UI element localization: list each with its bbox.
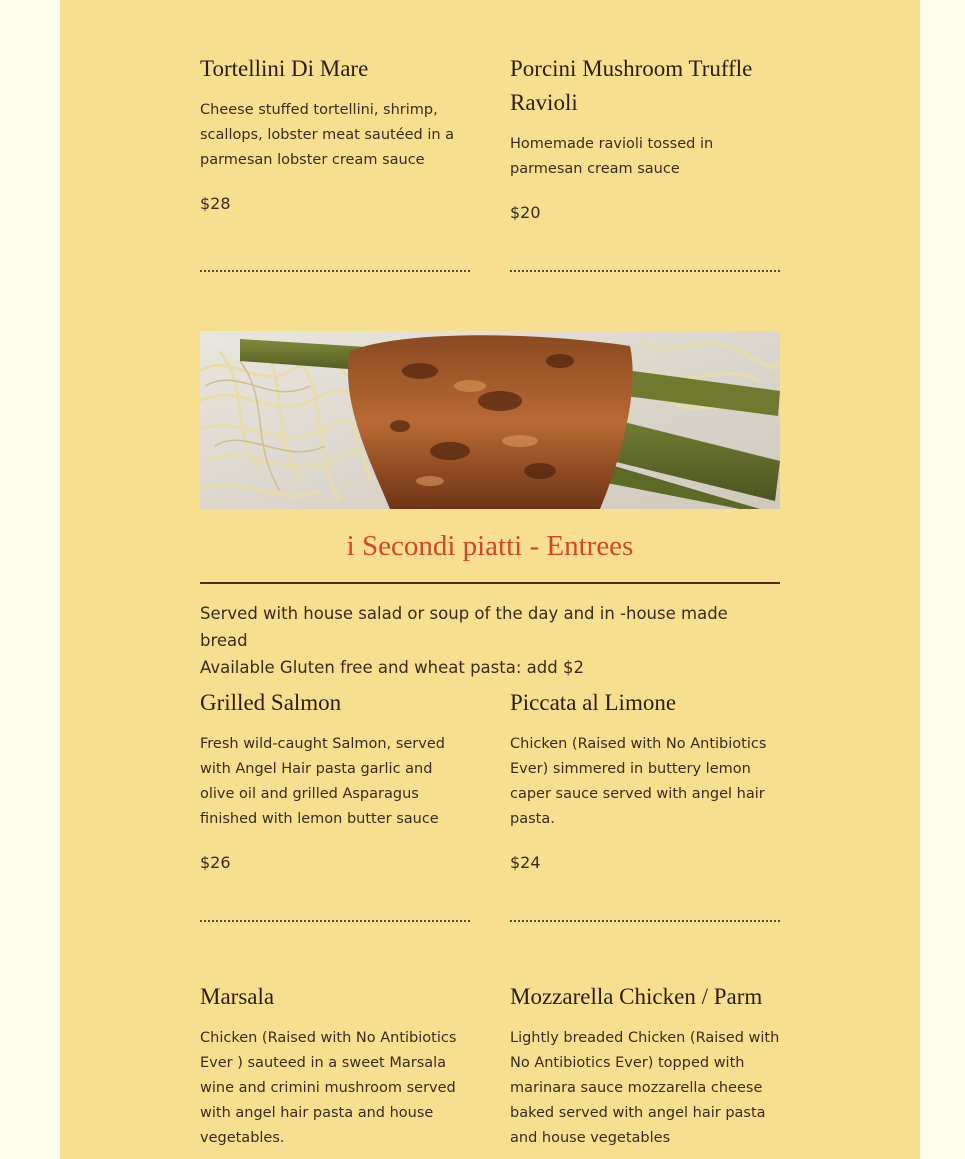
menu-item-mozzarella-chicken bbox=[510, 980, 780, 1151]
item-title: Tortellini Di Mare bbox=[200, 56, 369, 81]
item-price: $24 bbox=[510, 853, 541, 872]
item-price: $20 bbox=[510, 203, 541, 222]
dotted-divider bbox=[510, 270, 780, 274]
note-line: Available Gluten free and wheat pasta: add $2 bbox=[200, 658, 584, 677]
menu-item-piccata bbox=[510, 686, 780, 832]
item-price: $28 bbox=[200, 194, 231, 213]
item-description: Cheese stuffed tortellini, shrimp, scallops, lobster meat sautéed in a parmesan lobster cream sauce bbox=[200, 102, 455, 168]
item-description: Fresh wild-caught Salmon, served with Angel Hair pasta garlic and olive oil and grilled Asparagus finished with lemon butter sauce bbox=[200, 736, 445, 827]
menu-item-grilled-salmon bbox=[200, 686, 470, 832]
item-title: Mozzarella Chicken / Parm bbox=[510, 984, 763, 1009]
item-description: Chicken (Raised with No Antibiotics Ever) simmered in buttery lemon caper sauce served with angel hair pasta. bbox=[510, 736, 767, 827]
dotted-divider bbox=[200, 270, 470, 274]
menu-item-porcini-ravioli bbox=[510, 52, 780, 182]
item-title: Grilled Salmon bbox=[200, 690, 342, 715]
note-line: Served with house salad or soup of the day and in -house made bread bbox=[200, 604, 728, 650]
item-description: Lightly breaded Chicken (Raised with No Antibiotics Ever) topped with marinara sauce mozzarella cheese baked served with angel hair pasta and house vegetables bbox=[510, 1030, 780, 1146]
item-price: $26 bbox=[200, 853, 231, 872]
item-title: Porcini Mushroom Truffle Ravioli bbox=[510, 56, 753, 115]
section-title: i Secondi piatti - Entrees bbox=[346, 530, 634, 562]
item-title: Piccata al Limone bbox=[510, 690, 677, 715]
menu-item-tortellini bbox=[200, 52, 470, 173]
dotted-divider bbox=[200, 920, 470, 924]
item-description: Chicken (Raised with No Antibiotics Ever ) sauteed in a sweet Marsala wine and crimini mushroom served with angel hair pasta and house vegetables. bbox=[200, 1030, 457, 1146]
item-title: Marsala bbox=[200, 984, 275, 1009]
section-rule bbox=[200, 582, 780, 584]
section-note bbox=[200, 600, 780, 681]
item-description: Homemade ravioli tossed in parmesan cream sauce bbox=[510, 136, 714, 177]
salmon-dish-photo bbox=[200, 331, 780, 509]
menu-item-marsala bbox=[200, 980, 470, 1151]
menu-panel bbox=[60, 0, 920, 1159]
dotted-divider bbox=[510, 920, 780, 924]
